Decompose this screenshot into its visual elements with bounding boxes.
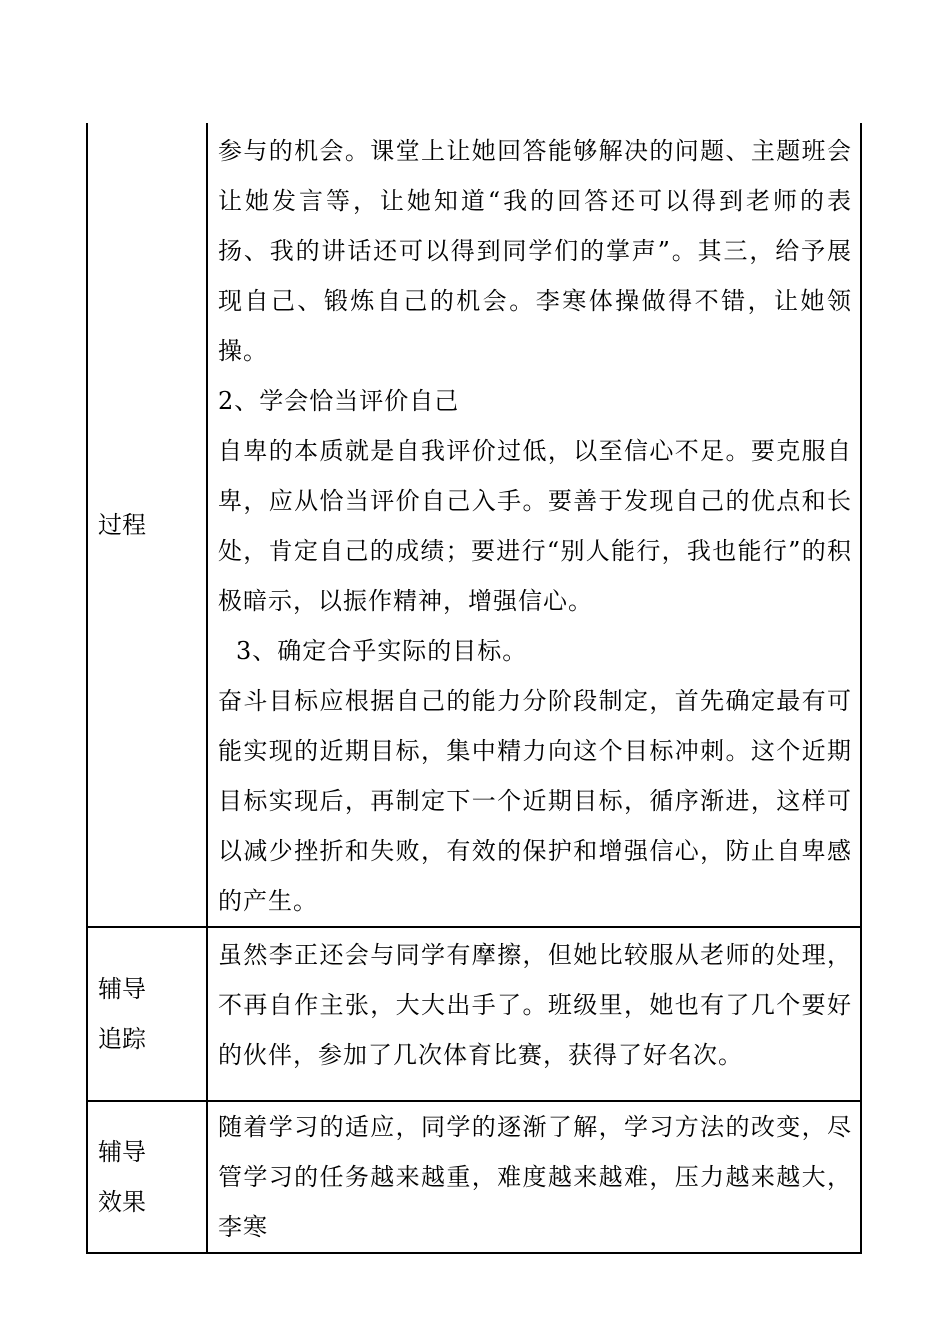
effect-content-cell — [207, 1101, 861, 1253]
effect-label-cell — [87, 1101, 207, 1253]
tracking-content-cell — [207, 927, 861, 1101]
tracking-text: 虽然李正还会与同学有摩擦，但她比较服从老师的处理，不再自作主张，大大出手了。班级里，她也有了几个要好的伙伴，参加了几次体育比赛，获得了好名次。 — [218, 941, 852, 1069]
tracking-label-line-1: 辅导 — [98, 975, 146, 1003]
process-row — [87, 123, 861, 927]
effect-label-line-2: 效果 — [98, 1188, 146, 1216]
effect-row — [87, 1101, 861, 1253]
counseling-record-table — [86, 123, 862, 1254]
tracking-row — [87, 927, 861, 1101]
effect-text: 随着学习的适应，同学的逐渐了解，学习方法的改变，尽管学习的任务越来越重，难度越来越难，压力越来越大，李寒 — [218, 1113, 852, 1241]
process-paragraph-3: 奋斗目标应根据自己的能力分阶段制定，首先确定最有可能实现的近期目标，集中精力向这个目标冲刺。这个近期目标实现后，再制定下一个近期目标，循序渐进，这样可以减少挫折和失败，有效的保护和增强信心，防止自卑感的产生。 — [218, 687, 852, 915]
process-paragraph-1: 参与的机会。课堂上让她回答能够解决的问题、主题班会让她发言等，让她知道“我的回答还可以得到老师的表扬、我的讲话还可以得到同学们的掌声”。其三，给予展现自己、锻炼自己的机会。李寒体操做得不错，让她领操。 — [218, 137, 852, 365]
process-label: 过程 — [98, 510, 146, 539]
tracking-label-line-2: 追踪 — [98, 1025, 146, 1053]
process-label-cell — [87, 123, 207, 927]
tracking-label-cell — [87, 927, 207, 1101]
effect-label-line-1: 辅导 — [98, 1138, 146, 1166]
process-heading-3: 3、确定合乎实际的目标。 — [236, 637, 528, 665]
process-content-cell — [207, 123, 861, 927]
process-paragraph-2: 自卑的本质就是自我评价过低，以至信心不足。要克服自卑，应从恰当评价自己入手。要善于发现自己的优点和长处，肯定自己的成绩；要进行“别人能行，我也能行”的积极暗示，以振作精神，增强信心。 — [218, 437, 852, 615]
process-heading-2: 2、学会恰当评价自己 — [218, 387, 460, 415]
